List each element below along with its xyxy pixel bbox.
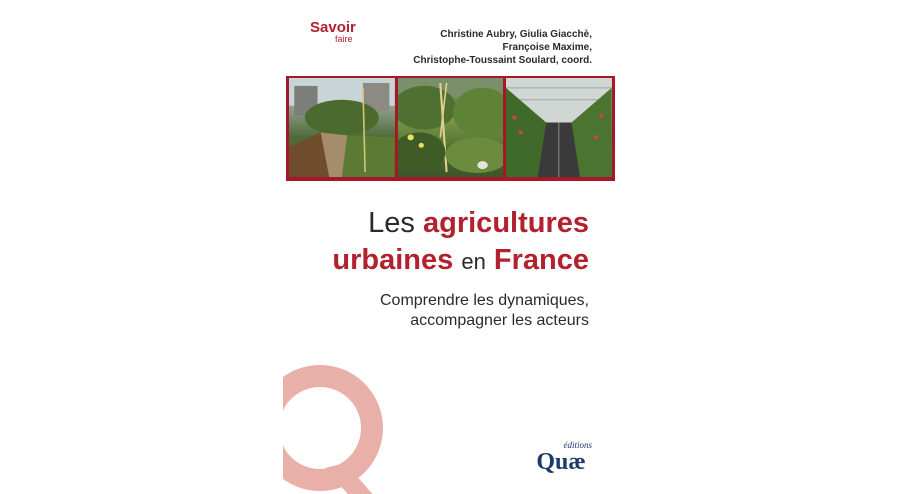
author-line: Christine Aubry, Giulia Giacchè,: [440, 29, 592, 40]
title-word: Les: [368, 207, 415, 239]
decorative-q-icon: [283, 358, 405, 494]
title-word-accent: France: [493, 244, 589, 276]
publisher-editions: éditions: [563, 440, 592, 450]
photo-vegetable-garden: [398, 78, 504, 177]
book-subtitle: [380, 291, 589, 331]
photo-band: [286, 76, 615, 181]
author-line: Christophe-Toussaint Soulard, coord.: [413, 55, 592, 66]
photo-greenhouse: [506, 78, 612, 177]
series-name: Savoir: [310, 19, 356, 36]
title-word-accent: urbaines: [332, 244, 454, 276]
title-line-1: [332, 205, 589, 242]
subtitle-line: accompagner les acteurs: [410, 312, 589, 329]
book-cover: [283, 0, 619, 494]
title-word-accent: agricultures: [423, 207, 589, 239]
title-word: en: [461, 249, 486, 274]
author-line: Françoise Maxime,: [502, 42, 592, 53]
publisher-logo: [526, 441, 596, 474]
book-title: [332, 205, 589, 280]
series-logo: [310, 20, 356, 44]
authors: [372, 28, 592, 67]
subtitle-line: Comprendre les dynamiques,: [380, 292, 589, 309]
photo-garden-beds: [289, 78, 395, 177]
series-sub: faire: [335, 34, 353, 44]
publisher-name: Quæ: [536, 449, 586, 475]
title-line-2: [332, 242, 589, 280]
